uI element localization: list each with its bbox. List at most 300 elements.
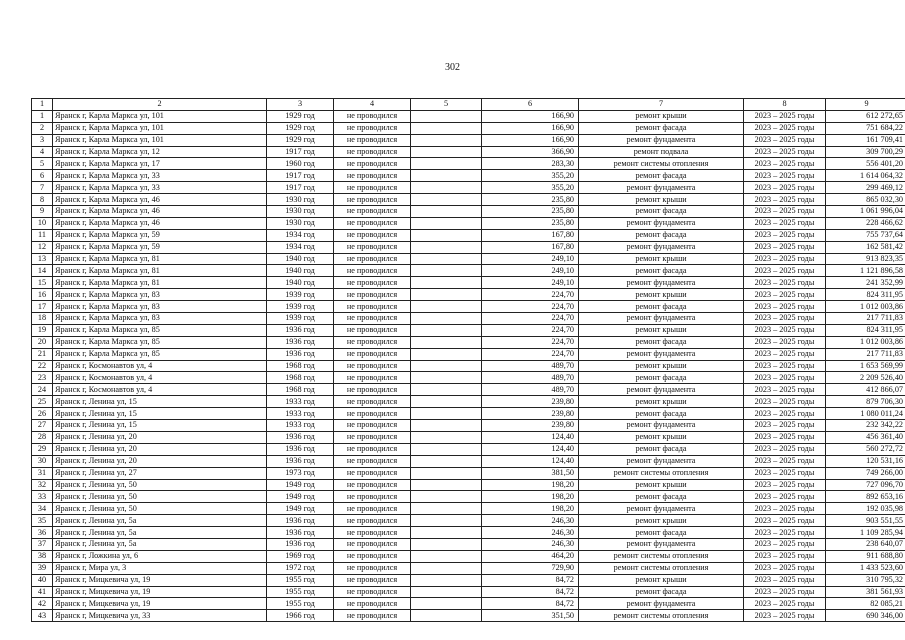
cost-cell: 299 469,12 [826, 182, 905, 194]
table-row [32, 229, 905, 241]
empty-cell [411, 467, 482, 479]
build-year-cell: 1929 год [267, 134, 334, 146]
cost-cell: 1 061 996,04 [826, 206, 905, 218]
address-cell: Яранск г, Ленина ул, 20 [53, 431, 267, 443]
last-repair-cell: не проводился [334, 229, 411, 241]
address-cell: Яранск г, Карла Маркса ул, 81 [53, 277, 267, 289]
build-year-cell: 1933 год [267, 420, 334, 432]
table-row [32, 360, 905, 372]
table-row [32, 372, 905, 384]
table-row [32, 610, 905, 622]
table-row [32, 562, 905, 574]
area-cell: 235,80 [482, 206, 579, 218]
row-number-cell: 9 [32, 206, 53, 218]
cost-cell: 824 311,95 [826, 289, 905, 301]
cost-cell: 192 035,98 [826, 503, 905, 515]
table-row [32, 146, 905, 158]
cost-cell: 217 711,83 [826, 313, 905, 325]
area-cell: 249,10 [482, 277, 579, 289]
last-repair-cell: не проводился [334, 134, 411, 146]
table-row [32, 301, 905, 313]
build-year-cell: 1936 год [267, 515, 334, 527]
empty-cell [411, 527, 482, 539]
area-cell: 166,90 [482, 122, 579, 134]
period-cell: 2023 – 2025 годы [744, 277, 826, 289]
empty-cell [411, 313, 482, 325]
empty-cell [411, 431, 482, 443]
table-row [32, 241, 905, 253]
empty-cell [411, 229, 482, 241]
row-number-cell: 28 [32, 431, 53, 443]
empty-cell [411, 586, 482, 598]
area-cell: 246,30 [482, 515, 579, 527]
period-cell: 2023 – 2025 годы [744, 443, 826, 455]
last-repair-cell: не проводился [334, 241, 411, 253]
cost-cell: 162 581,42 [826, 241, 905, 253]
build-year-cell: 1936 год [267, 431, 334, 443]
last-repair-cell: не проводился [334, 550, 411, 562]
period-cell: 2023 – 2025 годы [744, 491, 826, 503]
last-repair-cell: не проводился [334, 217, 411, 229]
address-cell: Яранск г, Ленина ул, 27 [53, 467, 267, 479]
table-row [32, 467, 905, 479]
address-cell: Яранск г, Карла Маркса ул, 59 [53, 241, 267, 253]
build-year-cell: 1972 год [267, 562, 334, 574]
area-cell: 84,72 [482, 586, 579, 598]
row-number-cell: 32 [32, 479, 53, 491]
empty-cell [411, 182, 482, 194]
build-year-cell: 1930 год [267, 194, 334, 206]
area-cell: 124,40 [482, 443, 579, 455]
empty-cell [411, 277, 482, 289]
empty-cell [411, 241, 482, 253]
last-repair-cell: не проводился [334, 467, 411, 479]
cost-cell: 1 121 896,58 [826, 265, 905, 277]
cost-cell: 1 433 523,60 [826, 562, 905, 574]
build-year-cell: 1917 год [267, 182, 334, 194]
build-year-cell: 1936 год [267, 336, 334, 348]
area-cell: 124,40 [482, 431, 579, 443]
period-cell: 2023 – 2025 годы [744, 289, 826, 301]
header-cell-8: 8 [744, 99, 826, 111]
last-repair-cell: не проводился [334, 527, 411, 539]
area-cell: 198,20 [482, 479, 579, 491]
cost-cell: 232 342,22 [826, 420, 905, 432]
work-type-cell: ремонт фасада [579, 527, 744, 539]
row-number-cell: 19 [32, 324, 53, 336]
area-cell: 224,70 [482, 289, 579, 301]
address-cell: Яранск г, Космонавтов ул, 4 [53, 360, 267, 372]
build-year-cell: 1939 год [267, 289, 334, 301]
period-cell: 2023 – 2025 годы [744, 170, 826, 182]
empty-cell [411, 384, 482, 396]
address-cell: Яранск г, Ленина ул, 50 [53, 491, 267, 503]
row-number-cell: 35 [32, 515, 53, 527]
work-type-cell: ремонт фасада [579, 170, 744, 182]
table-row [32, 206, 905, 218]
work-type-cell: ремонт фундамента [579, 503, 744, 515]
work-type-cell: ремонт фундамента [579, 384, 744, 396]
header-cell-2: 2 [53, 99, 267, 111]
period-cell: 2023 – 2025 годы [744, 550, 826, 562]
period-cell: 2023 – 2025 годы [744, 598, 826, 610]
period-cell: 2023 – 2025 годы [744, 455, 826, 467]
last-repair-cell: не проводился [334, 420, 411, 432]
last-repair-cell: не проводился [334, 491, 411, 503]
address-cell: Яранск г, Мира ул, 3 [53, 562, 267, 574]
work-type-cell: ремонт фасада [579, 336, 744, 348]
row-number-cell: 2 [32, 122, 53, 134]
work-type-cell: ремонт крыши [579, 431, 744, 443]
area-cell: 246,30 [482, 538, 579, 550]
period-cell: 2023 – 2025 годы [744, 527, 826, 539]
cost-cell: 865 032,30 [826, 194, 905, 206]
empty-cell [411, 562, 482, 574]
address-cell: Яранск г, Ленина ул, 50 [53, 503, 267, 515]
last-repair-cell: не проводился [334, 515, 411, 527]
cost-cell: 560 272,72 [826, 443, 905, 455]
empty-cell [411, 598, 482, 610]
cost-cell: 217 711,83 [826, 348, 905, 360]
work-type-cell: ремонт подвала [579, 146, 744, 158]
address-cell: Яранск г, Карла Маркса ул, 33 [53, 170, 267, 182]
row-number-cell: 13 [32, 253, 53, 265]
area-cell: 489,70 [482, 360, 579, 372]
work-type-cell: ремонт фундамента [579, 217, 744, 229]
build-year-cell: 1917 год [267, 170, 334, 182]
cost-cell: 309 700,29 [826, 146, 905, 158]
last-repair-cell: не проводился [334, 301, 411, 313]
work-type-cell: ремонт крыши [579, 574, 744, 586]
build-year-cell: 1929 год [267, 110, 334, 122]
period-cell: 2023 – 2025 годы [744, 610, 826, 622]
period-cell: 2023 – 2025 годы [744, 253, 826, 265]
work-type-cell: ремонт фасада [579, 122, 744, 134]
build-year-cell: 1930 год [267, 206, 334, 218]
last-repair-cell: не проводился [334, 408, 411, 420]
last-repair-cell: не проводился [334, 443, 411, 455]
table-row [32, 515, 905, 527]
work-type-cell: ремонт фундамента [579, 538, 744, 550]
empty-cell [411, 574, 482, 586]
row-number-cell: 40 [32, 574, 53, 586]
empty-cell [411, 146, 482, 158]
table-body [32, 99, 905, 622]
period-cell: 2023 – 2025 годы [744, 360, 826, 372]
table-row [32, 538, 905, 550]
row-number-cell: 23 [32, 372, 53, 384]
build-year-cell: 1933 год [267, 408, 334, 420]
table-row [32, 598, 905, 610]
build-year-cell: 1949 год [267, 479, 334, 491]
last-repair-cell: не проводился [334, 170, 411, 182]
table-row [32, 110, 905, 122]
address-cell: Яранск г, Карла Маркса ул, 101 [53, 122, 267, 134]
area-cell: 239,80 [482, 396, 579, 408]
address-cell: Яранск г, Ложкина ул, 6 [53, 550, 267, 562]
row-number-cell: 25 [32, 396, 53, 408]
area-cell: 489,70 [482, 384, 579, 396]
area-cell: 239,80 [482, 408, 579, 420]
build-year-cell: 1940 год [267, 253, 334, 265]
last-repair-cell: не проводился [334, 110, 411, 122]
cost-cell: 82 085,21 [826, 598, 905, 610]
row-number-cell: 6 [32, 170, 53, 182]
work-type-cell: ремонт крыши [579, 396, 744, 408]
empty-cell [411, 217, 482, 229]
empty-cell [411, 206, 482, 218]
area-cell: 224,70 [482, 336, 579, 348]
empty-cell [411, 479, 482, 491]
address-cell: Яранск г, Карла Маркса ул, 46 [53, 206, 267, 218]
cost-cell: 238 640,07 [826, 538, 905, 550]
header-cell-9: 9 [826, 99, 905, 111]
cost-cell: 1 080 011,24 [826, 408, 905, 420]
cost-cell: 1 653 569,99 [826, 360, 905, 372]
cost-cell: 879 706,30 [826, 396, 905, 408]
last-repair-cell: не проводился [334, 396, 411, 408]
empty-cell [411, 515, 482, 527]
work-type-cell: ремонт фасада [579, 265, 744, 277]
row-number-cell: 20 [32, 336, 53, 348]
address-cell: Яранск г, Карла Маркса ул, 12 [53, 146, 267, 158]
area-cell: 464,20 [482, 550, 579, 562]
row-number-cell: 29 [32, 443, 53, 455]
last-repair-cell: не проводился [334, 586, 411, 598]
build-year-cell: 1949 год [267, 503, 334, 515]
build-year-cell: 1936 год [267, 443, 334, 455]
empty-cell [411, 110, 482, 122]
address-cell: Яранск г, Карла Маркса ул, 46 [53, 194, 267, 206]
work-type-cell: ремонт фундамента [579, 420, 744, 432]
build-year-cell: 1933 год [267, 396, 334, 408]
table-row [32, 134, 905, 146]
cost-cell: 1 614 064,32 [826, 170, 905, 182]
work-type-cell: ремонт системы отопления [579, 467, 744, 479]
table-row [32, 431, 905, 443]
area-cell: 167,80 [482, 241, 579, 253]
address-cell: Яранск г, Карла Маркса ул, 101 [53, 134, 267, 146]
period-cell: 2023 – 2025 годы [744, 336, 826, 348]
period-cell: 2023 – 2025 годы [744, 158, 826, 170]
row-number-cell: 42 [32, 598, 53, 610]
period-cell: 2023 – 2025 годы [744, 134, 826, 146]
build-year-cell: 1936 год [267, 455, 334, 467]
address-cell: Яранск г, Ленина ул, 5а [53, 515, 267, 527]
build-year-cell: 1940 год [267, 265, 334, 277]
build-year-cell: 1968 год [267, 372, 334, 384]
table-row [32, 443, 905, 455]
period-cell: 2023 – 2025 годы [744, 586, 826, 598]
row-number-cell: 41 [32, 586, 53, 598]
address-cell: Яранск г, Карла Маркса ул, 83 [53, 301, 267, 313]
area-cell: 729,90 [482, 562, 579, 574]
cost-cell: 751 684,22 [826, 122, 905, 134]
last-repair-cell: не проводился [334, 479, 411, 491]
cost-cell: 755 737,64 [826, 229, 905, 241]
empty-cell [411, 122, 482, 134]
last-repair-cell: не проводился [334, 194, 411, 206]
build-year-cell: 1936 год [267, 348, 334, 360]
period-cell: 2023 – 2025 годы [744, 146, 826, 158]
row-number-cell: 15 [32, 277, 53, 289]
build-year-cell: 1936 год [267, 324, 334, 336]
period-cell: 2023 – 2025 годы [744, 503, 826, 515]
empty-cell [411, 253, 482, 265]
address-cell: Яранск г, Ленина ул, 5а [53, 538, 267, 550]
area-cell: 166,90 [482, 134, 579, 146]
cost-cell: 892 653,16 [826, 491, 905, 503]
empty-cell [411, 194, 482, 206]
period-cell: 2023 – 2025 годы [744, 110, 826, 122]
table-row [32, 158, 905, 170]
area-cell: 489,70 [482, 372, 579, 384]
area-cell: 198,20 [482, 491, 579, 503]
work-type-cell: ремонт фундамента [579, 241, 744, 253]
address-cell: Яранск г, Карла Маркса ул, 101 [53, 110, 267, 122]
row-number-cell: 11 [32, 229, 53, 241]
cost-cell: 2 209 526,40 [826, 372, 905, 384]
cost-cell: 911 688,80 [826, 550, 905, 562]
address-cell: Яранск г, Ленина ул, 20 [53, 443, 267, 455]
row-number-cell: 16 [32, 289, 53, 301]
empty-cell [411, 158, 482, 170]
period-cell: 2023 – 2025 годы [744, 182, 826, 194]
page-number: 302 [445, 62, 460, 73]
build-year-cell: 1969 год [267, 550, 334, 562]
period-cell: 2023 – 2025 годы [744, 408, 826, 420]
cost-cell: 556 401,20 [826, 158, 905, 170]
period-cell: 2023 – 2025 годы [744, 396, 826, 408]
last-repair-cell: не проводился [334, 503, 411, 515]
address-cell: Яранск г, Карла Маркса ул, 83 [53, 289, 267, 301]
area-cell: 224,70 [482, 301, 579, 313]
row-number-cell: 17 [32, 301, 53, 313]
address-cell: Яранск г, Мицкевича ул, 19 [53, 574, 267, 586]
table-row [32, 277, 905, 289]
cost-cell: 727 096,70 [826, 479, 905, 491]
row-number-cell: 37 [32, 538, 53, 550]
build-year-cell: 1966 год [267, 610, 334, 622]
last-repair-cell: не проводился [334, 610, 411, 622]
table-row [32, 348, 905, 360]
period-cell: 2023 – 2025 годы [744, 515, 826, 527]
work-type-cell: ремонт системы отопления [579, 550, 744, 562]
area-cell: 239,80 [482, 420, 579, 432]
period-cell: 2023 – 2025 годы [744, 384, 826, 396]
table-row [32, 265, 905, 277]
header-cell-6: 6 [482, 99, 579, 111]
build-year-cell: 1939 год [267, 313, 334, 325]
address-cell: Яранск г, Мицкевича ул, 19 [53, 598, 267, 610]
build-year-cell: 1939 год [267, 301, 334, 313]
work-type-cell: ремонт фундамента [579, 134, 744, 146]
empty-cell [411, 396, 482, 408]
area-cell: 235,80 [482, 194, 579, 206]
row-number-cell: 4 [32, 146, 53, 158]
header-cell-1: 1 [32, 99, 53, 111]
last-repair-cell: не проводился [334, 348, 411, 360]
last-repair-cell: не проводился [334, 538, 411, 550]
cost-cell: 381 561,93 [826, 586, 905, 598]
row-number-cell: 1 [32, 110, 53, 122]
empty-cell [411, 503, 482, 515]
row-number-cell: 12 [32, 241, 53, 253]
work-type-cell: ремонт фасада [579, 443, 744, 455]
cost-cell: 913 823,35 [826, 253, 905, 265]
period-cell: 2023 – 2025 годы [744, 301, 826, 313]
empty-cell [411, 610, 482, 622]
table-row [32, 324, 905, 336]
area-cell: 84,72 [482, 598, 579, 610]
build-year-cell: 1968 год [267, 384, 334, 396]
period-cell: 2023 – 2025 годы [744, 241, 826, 253]
header-cell-7: 7 [579, 99, 744, 111]
period-cell: 2023 – 2025 годы [744, 467, 826, 479]
area-cell: 381,50 [482, 467, 579, 479]
cost-cell: 690 346,00 [826, 610, 905, 622]
table-row [32, 479, 905, 491]
empty-cell [411, 170, 482, 182]
period-cell: 2023 – 2025 годы [744, 206, 826, 218]
period-cell: 2023 – 2025 годы [744, 348, 826, 360]
last-repair-cell: не проводился [334, 384, 411, 396]
build-year-cell: 1934 год [267, 241, 334, 253]
area-cell: 249,10 [482, 265, 579, 277]
last-repair-cell: не проводился [334, 431, 411, 443]
address-cell: Яранск г, Космонавтов ул, 4 [53, 372, 267, 384]
row-number-cell: 26 [32, 408, 53, 420]
table-row [32, 122, 905, 134]
row-number-cell: 33 [32, 491, 53, 503]
last-repair-cell: не проводился [334, 598, 411, 610]
last-repair-cell: не проводился [334, 265, 411, 277]
period-cell: 2023 – 2025 годы [744, 372, 826, 384]
last-repair-cell: не проводился [334, 372, 411, 384]
table-row [32, 550, 905, 562]
build-year-cell: 1936 год [267, 527, 334, 539]
work-type-cell: ремонт крыши [579, 289, 744, 301]
period-cell: 2023 – 2025 годы [744, 313, 826, 325]
table-row [32, 455, 905, 467]
empty-cell [411, 289, 482, 301]
table-row [32, 313, 905, 325]
header-cell-4: 4 [334, 99, 411, 111]
cost-cell: 1 012 003,86 [826, 336, 905, 348]
last-repair-cell: не проводился [334, 253, 411, 265]
period-cell: 2023 – 2025 годы [744, 217, 826, 229]
area-cell: 355,20 [482, 170, 579, 182]
build-year-cell: 1968 год [267, 360, 334, 372]
row-number-cell: 38 [32, 550, 53, 562]
row-number-cell: 14 [32, 265, 53, 277]
work-type-cell: ремонт крыши [579, 194, 744, 206]
build-year-cell: 1955 год [267, 598, 334, 610]
area-cell: 366,90 [482, 146, 579, 158]
empty-cell [411, 408, 482, 420]
work-type-cell: ремонт фундамента [579, 313, 744, 325]
cost-cell: 228 466,62 [826, 217, 905, 229]
row-number-cell: 24 [32, 384, 53, 396]
period-cell: 2023 – 2025 годы [744, 324, 826, 336]
table-row [32, 420, 905, 432]
address-cell: Яранск г, Карла Маркса ул, 33 [53, 182, 267, 194]
period-cell: 2023 – 2025 годы [744, 122, 826, 134]
last-repair-cell: не проводился [334, 455, 411, 467]
area-cell: 224,70 [482, 324, 579, 336]
work-type-cell: ремонт фасада [579, 229, 744, 241]
period-cell: 2023 – 2025 годы [744, 538, 826, 550]
